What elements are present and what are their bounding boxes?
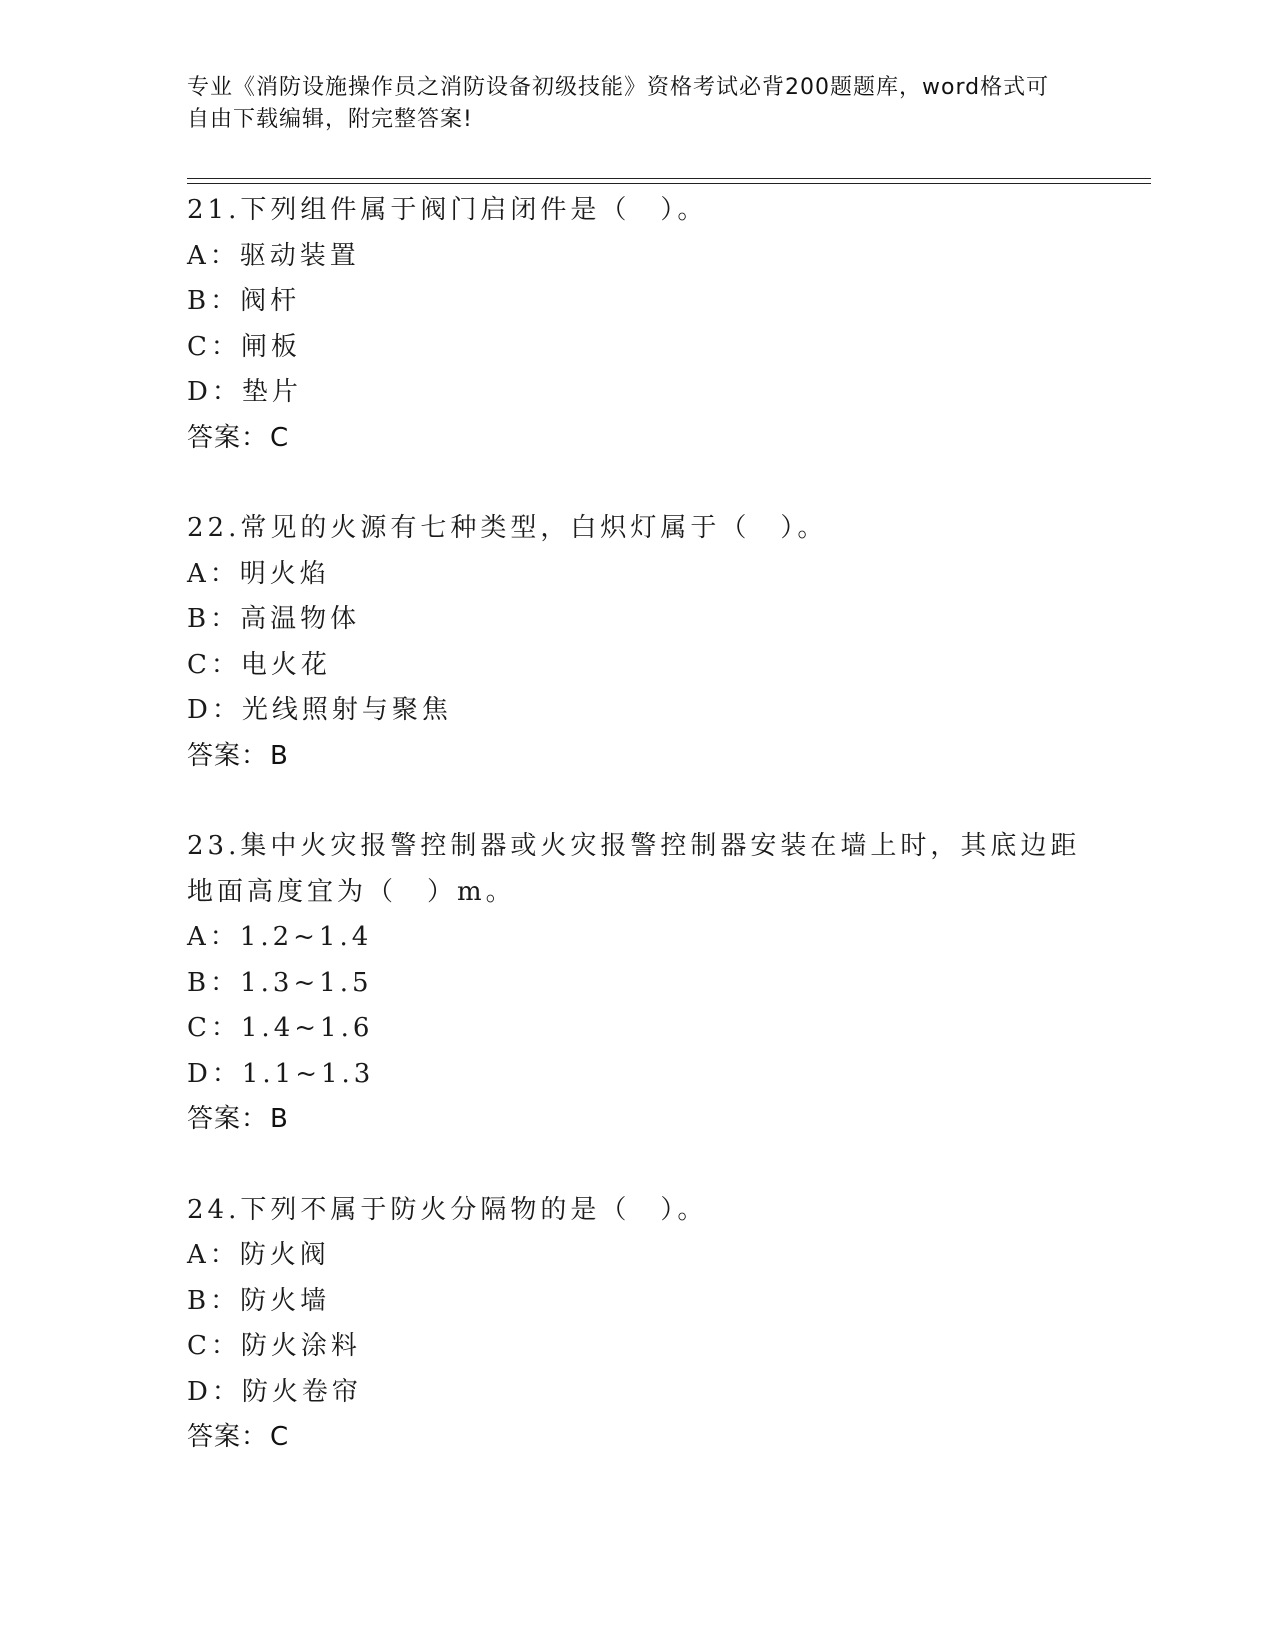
document-header: 专业《消防设施操作员之消防设备初级技能》资格考试必背200题题库，word格式可自由下载编辑，附完整答案! (187, 75, 1050, 132)
answer-value: B (270, 740, 289, 771)
header-divider-top (187, 178, 1151, 179)
question-stem (187, 188, 1087, 234)
question-text: 下列不属于防火分隔物的是（ ）。 (240, 1194, 708, 1225)
option-b: B：1.3~1.5 (187, 967, 373, 998)
answer-line (187, 1097, 1147, 1143)
question-text: 下列组件属于阀门启闭件是（ ）。 (240, 195, 708, 225)
answer-value: B (270, 1104, 289, 1134)
option-a: A：防火阀 (187, 1240, 330, 1270)
answer-line (187, 416, 1147, 462)
question-23 (187, 824, 1147, 1143)
option-b: B：阀杆 (187, 286, 301, 316)
question-number: 22. (187, 513, 241, 543)
option-c: C：1.4~1.6 (187, 1013, 374, 1043)
header-divider-bottom (187, 183, 1151, 184)
question-22 (187, 506, 1147, 779)
option-b: B：防火墙 (187, 1285, 331, 1316)
answer-label: 答案： (187, 422, 269, 453)
answer-label: 答案： (187, 1422, 269, 1452)
option-a: A：驱动装置 (187, 240, 360, 271)
option-a: A：明火焰 (187, 558, 330, 589)
question-number: 24. (187, 1194, 241, 1225)
question-24 (187, 1188, 1147, 1461)
answer-line (187, 734, 1147, 780)
answer-label: 答案： (187, 1104, 269, 1134)
answer-label: 答案： (187, 740, 269, 771)
question-stem (187, 1188, 1087, 1234)
option-d: D：防火卷帘 (187, 1376, 362, 1407)
question-21 (187, 188, 1147, 461)
answer-value: C (270, 422, 290, 453)
question-text: 集中火灾报警控制器或火灾报警控制器安装在墙上时，其底边距地面高度宜为（ ）m。 (187, 831, 1081, 907)
answer-line (187, 1415, 1147, 1461)
option-c: C：闸板 (187, 331, 301, 362)
option-d: D：垫片 (187, 377, 302, 407)
option-b: B：高温物体 (187, 604, 361, 634)
option-c: C：防火涂料 (187, 1331, 361, 1361)
option-a: A：1.2~1.4 (187, 922, 373, 952)
question-text: 常见的火源有七种类型，白炽灯属于（ ）。 (240, 513, 828, 543)
question-list (187, 188, 1147, 1506)
question-stem (187, 824, 1087, 915)
question-number: 23. (187, 831, 241, 861)
question-number: 21. (187, 195, 241, 225)
option-c: C：电火花 (187, 649, 331, 680)
answer-value: C (270, 1422, 290, 1452)
option-d: D：1.1~1.3 (187, 1058, 375, 1089)
option-d: D：光线照射与聚焦 (187, 695, 452, 725)
question-stem (187, 506, 1087, 552)
